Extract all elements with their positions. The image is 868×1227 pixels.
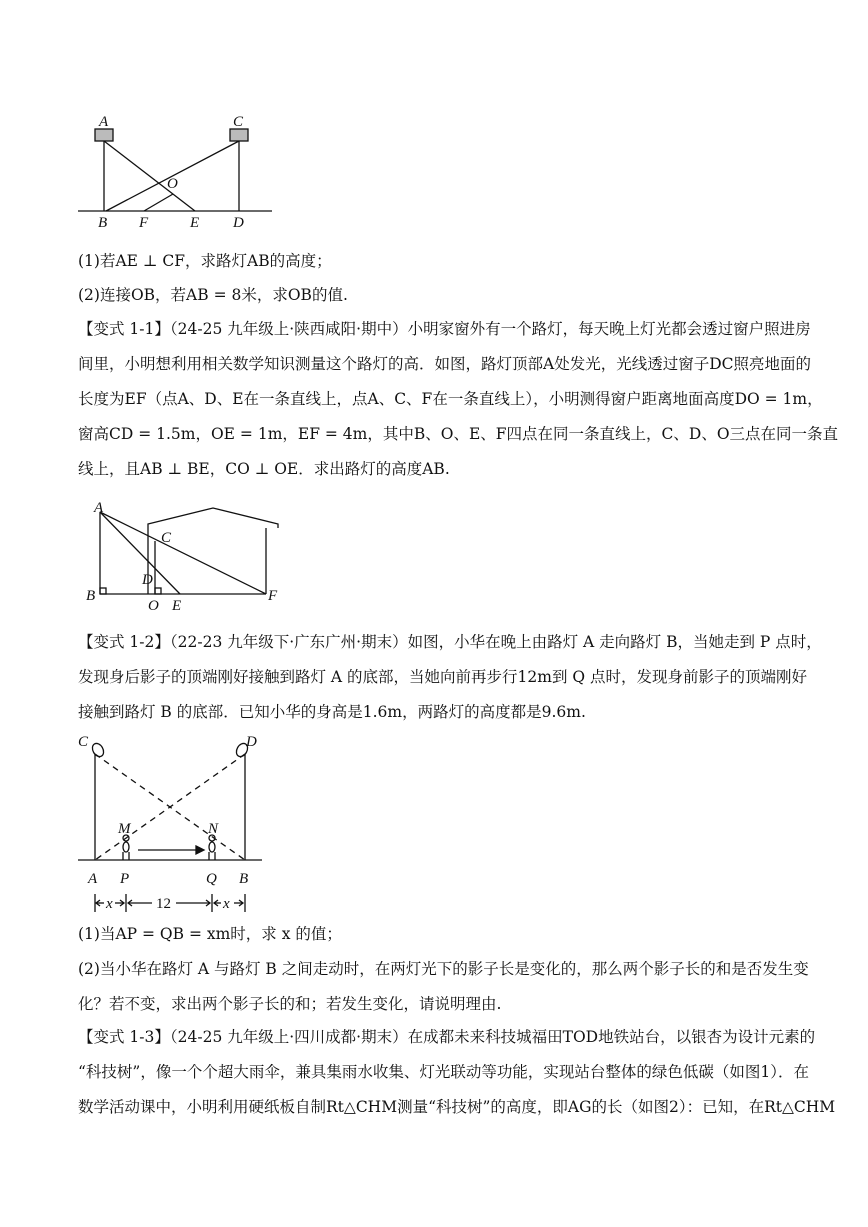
variant-1-2-line-3: 接触到路灯 B 的底部．已知小华的身高是1.6m，两路灯的高度都是9.6m. bbox=[78, 703, 586, 721]
question-3-part-2-line-1: (2)当小华在路灯 A 与路灯 B 之间走动时，在两灯光下的影子长是变化的，那么两个影子长的和是否发生变 bbox=[78, 960, 809, 978]
label-O: O bbox=[148, 598, 159, 613]
label-A: A bbox=[94, 500, 104, 516]
figure-two-lamps-shadows bbox=[70, 728, 270, 918]
figure-house-window-lamp bbox=[80, 498, 290, 613]
variant-1-1-line-3: 长度为EF（点A、D、E在一条直线上，点A、C、F在一条直线上），小明测得窗户距离地面高度DO = 1m， bbox=[78, 390, 823, 408]
question-1-part-2: (2)连接OB，若AB = 8米，求OB的值. bbox=[78, 286, 348, 304]
variant-1-2-line-2: 发现身后影子的顶端刚好接触到路灯 A 的底部，当她向前再步行12m到 Q 点时，发现身前影子的顶端刚好 bbox=[78, 668, 808, 686]
variant-1-1-line-2: 间里，小明想利用相关数学知识测量这个路灯的高．如图，路灯顶部A处发光，光线透过窗子DC照亮地面的 bbox=[78, 355, 811, 373]
variant-1-2-line-1: 【变式 1-2】（22-23 九年级下·广东广州·期末）如图，小华在晚上由路灯 A 走向路灯 B，当她走到 P 点时， bbox=[78, 633, 822, 651]
label-12: 12 bbox=[156, 896, 171, 912]
variant-1-1-line-1: 【变式 1-1】（24-25 九年级上·陕西咸阳·期中）小明家窗外有一个路灯，每天晚上灯光都会透过窗户照进房 bbox=[78, 320, 811, 338]
label-B: B bbox=[86, 588, 96, 604]
question-1-part-1: (1)若AE ⊥ CF，求路灯AB的高度； bbox=[78, 252, 332, 270]
variant-1-1-line-5: 线上，且AB ⊥ BE，CO ⊥ OE．求出路灯的高度AB. bbox=[78, 460, 450, 478]
label-D: D bbox=[142, 572, 153, 588]
variant-1-3-line-2: “科技树”，像一个个超大雨伞，兼具集雨水收集、灯光联动等功能，实现站台整体的绿色低碳（如图1）．在 bbox=[78, 1063, 809, 1081]
label-C: C bbox=[233, 114, 244, 130]
label-C: C bbox=[78, 734, 89, 750]
label-M: M bbox=[118, 821, 131, 837]
label-O: O bbox=[167, 176, 178, 192]
label-D: D bbox=[246, 734, 257, 750]
variant-1-1-line-4: 窗高CD = 1.5m，OE = 1m，EF = 4m，其中B、O、E、F四点在同一条直线上，C、D、O三点在同一条直 bbox=[78, 425, 839, 443]
label-B: B bbox=[98, 215, 108, 231]
question-3-part-1: (1)当AP = QB = xm时，求 x 的值； bbox=[78, 925, 342, 943]
label-E: E bbox=[190, 215, 200, 231]
label-A: A bbox=[88, 871, 98, 887]
variant-1-3-line-3: 数学活动课中，小明利用硬纸板自制Rt△CHM测量“科技树”的高度，即AG的长（如图2）：已知，在Rt△CHM bbox=[78, 1098, 836, 1116]
label-D: D bbox=[233, 215, 244, 231]
label-A: A bbox=[99, 114, 109, 130]
label-x-right: x bbox=[223, 896, 230, 912]
label-P: P bbox=[120, 871, 130, 887]
label-F: F bbox=[268, 588, 278, 604]
question-3-part-2-line-2: 化？若不变，求出两个影子长的和；若发生变化，请说明理由. bbox=[78, 995, 502, 1013]
label-Q: Q bbox=[206, 871, 217, 887]
label-E: E bbox=[172, 598, 182, 613]
variant-1-3-line-1: 【变式 1-3】（24-25 九年级上·四川成都·期末）在成都未来科技城福田TOD地铁站台，以银杏为设计元素的 bbox=[78, 1028, 816, 1046]
label-C: C bbox=[161, 530, 172, 546]
label-B: B bbox=[239, 871, 249, 887]
label-N: N bbox=[208, 821, 219, 837]
label-F: F bbox=[139, 215, 149, 231]
figure-street-lamps-1 bbox=[70, 112, 280, 232]
label-x-left: x bbox=[106, 896, 113, 912]
